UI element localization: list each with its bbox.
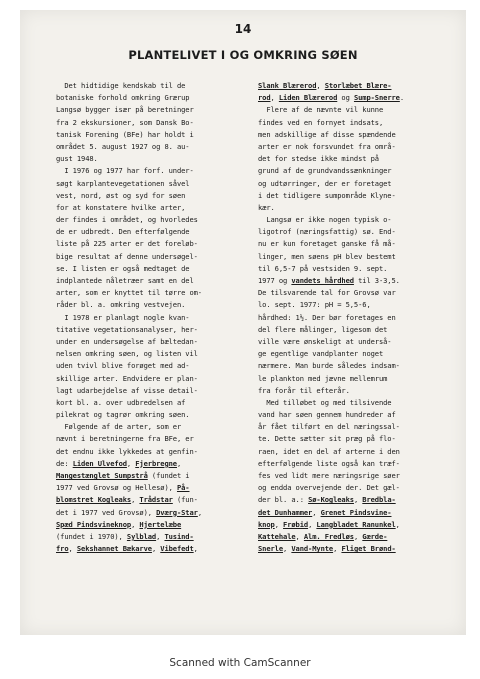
line-text: nu er kun foretaget ganske få må- [258,239,396,249]
species-name: blomstret Kogleaks [56,495,132,505]
text-line [258,348,448,360]
text-line [258,299,448,311]
line-text: , [312,507,321,517]
species-name: Kattehale [258,531,296,541]
line-text: . [399,93,405,103]
text-line [258,360,448,372]
species-name: Slank Blærerod [258,81,317,90]
text-line [56,409,246,421]
line-text: pilekrat og tagrør omkring søen. [56,410,190,420]
text-line [56,129,246,141]
text-line [258,287,448,299]
text-line [56,92,246,104]
text-line [258,80,448,92]
text-line [56,104,246,116]
line-text: ge egentlige vandplanter noget [258,349,384,359]
line-text: nelsen omkring søen, og listen vil [56,349,198,359]
species-name: Mangestænglet Sumpstrå [56,471,148,480]
species-name: Bredbla- [362,495,396,505]
line-text: se. I listen er også medtaget de [56,263,190,273]
line-text: , [151,544,161,554]
species-name: Liden Ulvefod [72,458,127,468]
line-text: , [283,544,292,554]
line-text: det endnu ikke lykkedes at genfin- [56,446,198,456]
line-text: lagt udarbejdelse af visse detail- [56,385,198,395]
line-text: (fun- [172,495,198,505]
text-line [258,385,448,397]
species-name: Alm. Fredløs [303,531,354,541]
line-text: og [337,93,354,103]
species-name: det Dunhammer [258,507,313,517]
text-line [258,178,448,190]
left-text-column [56,80,246,555]
species-name: Gærde- [362,531,388,541]
line-text: Langsø bygger især på beretninger [56,105,194,115]
line-text: botaniske forhold omkring Grærup [56,93,190,103]
text-line [258,263,448,275]
line-text: Følgende af de arter, som er [56,422,182,432]
line-text: 1977 og [258,276,292,285]
line-text: , [131,495,140,505]
line-text: I 1978 er planlagt nogle kvan- [56,312,190,322]
species-name: Storlæbet Blære- [324,81,392,90]
text-line [56,324,246,336]
text-line [258,324,448,336]
line-text: ville være ønskeligt at underså- [258,336,392,346]
line-text: De tilsvarende tal for Grovsø var [258,288,396,298]
line-text: efterfølgende liste også kan træf- [258,458,400,468]
text-line [56,80,246,92]
line-text: råder bl. a. omkring vestvejen. [56,300,186,310]
text-line [56,238,246,250]
line-text: nævnt i beretningerne fra BFe, er [56,434,194,444]
line-text: Med tilløbet og med tilsivende [258,397,392,407]
species-name: Trådstar [139,495,173,505]
species-name: På- [176,483,190,493]
text-line [56,190,246,202]
line-text: , [126,458,136,468]
species-name: Tusind- [164,531,194,541]
line-text: , [274,519,284,529]
text-line [258,336,448,348]
species-name: Spæd Pindsvineknop [56,519,132,529]
text-line [258,543,448,555]
line-text: 1977 ved Grovsø og Hellesø), [56,483,177,493]
text-line [56,312,246,324]
line-text: fes ved lidt mere næringsrige søer [258,471,400,480]
species-name: rod [258,93,271,103]
line-text: men adskillige af disse spændende [258,129,396,139]
text-line [258,129,448,141]
text-line [258,482,448,494]
text-line [56,519,246,531]
line-text: , [193,544,198,554]
text-line [56,421,246,433]
line-text: , [353,531,363,541]
line-text: der bl. a.: [258,495,309,505]
line-text: det i 1977 ved Grovsø), [56,507,157,517]
species-name: fro [56,544,69,554]
line-text: i det tidligere sumpområde Klyne- [258,190,396,200]
line-text: området 5. august 1927 og 8. au- [56,141,190,151]
text-line [56,543,246,555]
line-text: kort bl. a. over udbredelsen af [56,397,186,407]
species-name: knop [258,519,275,529]
text-line [56,165,246,177]
text-line [56,336,246,348]
line-text: del flere målinger, ligesom det [258,324,388,334]
scanner-watermark: Scanned with CamScanner [169,657,311,669]
line-text: søgt karplantevegetationen såvel [56,178,190,188]
text-line [56,470,246,482]
text-line [258,446,448,458]
text-line [56,141,246,153]
line-text: , [68,544,77,554]
text-line [258,104,448,116]
line-text: , [308,519,317,529]
line-text: år fået tilført en del næringssal- [258,422,400,432]
line-text: nærmere. Man burde således indsam- [258,361,400,371]
line-text: Det hidtidige kendskab til de [56,81,186,90]
line-text: og endda overvejende der. Det gæl- [258,483,400,493]
species-name: Frøbid [283,519,309,529]
text-line [258,141,448,153]
text-line [56,446,246,458]
text-line [56,202,246,214]
line-text: raen, idet en del af arterne i den [258,446,400,456]
line-text: , [156,531,165,541]
text-line [258,275,448,287]
text-line [56,251,246,263]
text-line [56,507,246,519]
species-name: Grenet Pindsvine- [320,507,392,517]
text-line [258,531,448,543]
line-text: til 6,5-7 på vestsiden 9. sept. [258,263,388,273]
line-text: , [295,531,304,541]
species-name: Dværg-Star [156,507,198,517]
line-text: Langsø er ikke nogen typisk o- [258,215,392,225]
text-line [56,214,246,226]
species-name: Fliget Brønd- [341,544,396,554]
text-line [56,275,246,287]
line-text: bige resultat af denne undersøgel- [56,251,198,261]
species-name: Sylblad [126,531,157,541]
line-text: arter, som er knyttet til tørre om- [56,288,202,298]
line-text: for at konstatere hvilke arter, [56,202,186,212]
line-text: findes ved en fornyet indsats, [258,117,384,127]
species-name: Hjertelæbe [139,519,182,529]
text-line [56,433,246,445]
line-text: det for stedse ikke mindst på [258,154,379,164]
species-name: Sekshannet Bækarve [76,544,152,554]
line-text: ligotrof (næringsfattig) sø. End- [258,227,396,237]
species-name: Fjerbregne [135,458,177,468]
text-line [56,226,246,238]
line-text: , [197,507,202,517]
text-line [56,360,246,372]
line-text: under en undersøgelse af bæltedan- [56,336,198,346]
line-text: grund af de grundvandssænkninger [258,166,392,176]
text-line [258,117,448,129]
text-line [56,494,246,506]
species-name: Liden Blærerod [278,93,338,103]
line-text: hårdhed: 1½. Der bør foretages en [258,312,396,322]
species-name: Vibefedt [160,544,194,554]
line-text: titative vegetationsanalyser, her- [56,324,198,334]
text-line [56,482,246,494]
line-text: gust 1948. [56,154,98,164]
text-line [258,153,448,165]
line-text: , [333,544,342,554]
text-line [258,519,448,531]
line-text: le plankton med jævne mellemrum [258,373,388,383]
text-line [56,299,246,311]
line-text: , [353,495,363,505]
line-text: linger, men søens pH blev bestemt [258,251,396,261]
text-line [258,421,448,433]
text-line [258,190,448,202]
line-text: (fundet i [147,471,190,480]
line-text: skillige arter. Endvidere er plan- [56,373,198,383]
right-text-column [258,80,448,555]
text-line [258,214,448,226]
text-line [56,531,246,543]
text-line [258,458,448,470]
text-line [258,226,448,238]
line-text: og udtørringer, der er foretaget [258,178,392,188]
line-text: de er udbredt. Den efterfølgende [56,227,190,237]
line-text: Flere af de nævnte vil kunne [258,105,384,115]
line-text: kær. [258,202,275,212]
species-name: Vand-Mynte [291,544,334,554]
text-line [258,251,448,263]
text-line [258,165,448,177]
line-text: til 3-3,5. [353,276,400,285]
text-line [56,178,246,190]
text-line [56,385,246,397]
line-text: de: [56,458,73,468]
line-text: lo. sept. 1977: pH = 5,5-6, [258,300,371,310]
line-text: , [131,519,140,529]
text-line [56,397,246,409]
text-line [258,92,448,104]
text-line [258,397,448,409]
species-name: Sø-Kogleaks [308,495,354,505]
species-name: Langbladet Ranunkel [316,519,396,529]
line-text: , [316,81,325,90]
text-line [258,494,448,506]
text-line [56,348,246,360]
text-line [56,287,246,299]
line-text: der findes i området, og hvorledes [56,215,198,225]
line-text: vand har søen gennem hundreder af [258,410,396,420]
line-text: te. Dette sætter sit præg på flo- [258,434,396,444]
species-name: Snerle [258,544,284,554]
text-line [258,433,448,445]
text-line [258,409,448,421]
line-text: , [270,93,279,103]
line-text: tanisk Forening (BFe) har holdt i [56,129,194,139]
text-line [258,373,448,385]
line-text: vest, nord, øst og syd for søen [56,190,186,200]
text-line [56,373,246,385]
line-text: uden tvivl blive forøget med ad- [56,361,190,371]
text-line [258,312,448,324]
text-line [56,153,246,165]
text-line [56,458,246,470]
line-text: I 1976 og 1977 har forf. under- [56,166,194,176]
text-line [56,263,246,275]
text-line [258,238,448,250]
page-number: 14 [234,22,252,36]
text-line [258,507,448,519]
line-text: , [176,458,182,468]
line-text: indplantede nåletræer samt en del [56,276,194,285]
line-text: , [395,519,400,529]
text-line [258,202,448,214]
line-text: arter er nok forsvundet fra områ- [258,141,396,151]
document-page [20,10,466,635]
line-text: fra forår til efterår. [258,385,350,395]
species-name: vandets hårdhed [291,276,354,285]
line-text: (fundet i 1970), [56,531,127,541]
text-line [56,117,246,129]
species-name: Sump-Snerre [353,93,400,103]
page-title: PLANTELIVET I OG OMKRING SØEN [128,48,358,62]
line-text: liste på 225 arter er det foreløb- [56,239,198,249]
text-line [258,470,448,482]
line-text: fra 2 ekskursioner, som Dansk Bo- [56,117,194,127]
